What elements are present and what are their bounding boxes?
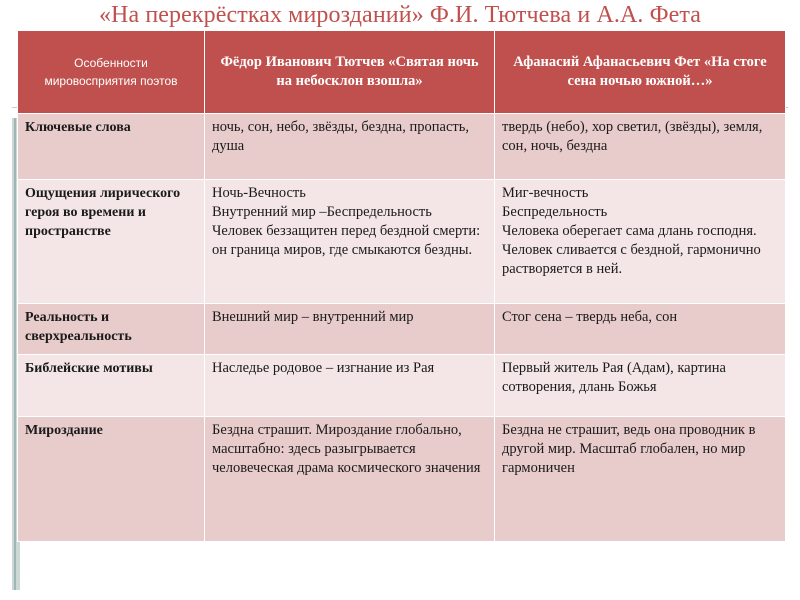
comparison-table: [17, 30, 786, 542]
cell-tyutchev: Бездна страшит. Мироздание глобально, масштабно: здесь разыгрывается человеческая драма космического значения: [205, 417, 495, 542]
cell-fet: Стог сена – твердь неба, сон: [495, 304, 786, 355]
cell-tyutchev: Наследье родовое – изгнание из Рая: [205, 355, 495, 417]
table-row: [18, 355, 786, 417]
row-label: Реальность и сверхреальность: [18, 304, 205, 355]
row-label: Ключевые слова: [18, 114, 205, 180]
header-features: Особенности мировосприятия поэтов: [18, 31, 205, 114]
cell-tyutchev: ночь, сон, небо, звёзды, бездна, пропасть, душа: [205, 114, 495, 180]
slide-title: «На перекрёстках мирозданий» Ф.И. Тютчева и А.А. Фета: [98, 2, 702, 28]
cell-tyutchev: Внешний мир – внутренний мир: [205, 304, 495, 355]
cell-tyutchev: Ночь-Вечность Внутренний мир –Беспредельность Человек беззащитен перед бездной смерти: он граница миров, где смыкаются бездны.: [205, 180, 495, 304]
table-row: [18, 114, 786, 180]
cell-fet: Бездна не страшит, ведь она проводник в другой мир. Масштаб глобален, но мир гармоничен: [495, 417, 786, 542]
cell-fet: Первый житель Рая (Адам), картина сотворения, длань Божья: [495, 355, 786, 417]
table-body: [18, 114, 786, 542]
table-header: [18, 31, 786, 114]
header-fet: Афанасий Афанасьевич Фет «На стоге сена ночью южной…»: [495, 31, 786, 114]
row-label: Библейские мотивы: [18, 355, 205, 417]
table-row: [18, 180, 786, 304]
header-tyutchev: Фёдор Иванович Тютчев «Святая ночь на небосклон взошла»: [205, 31, 495, 114]
row-label: Мироздание: [18, 417, 205, 542]
row-label: Ощущения лирического героя во времени и пространстве: [18, 180, 205, 304]
cell-fet: Миг-вечность Беспредельность Человека оберегает сама длань господня. Человек сливается с бездной, гармонично растворяется в ней.: [495, 180, 786, 304]
table-row: [18, 304, 786, 355]
table-row: [18, 417, 786, 542]
header-row: [18, 31, 786, 114]
cell-fet: твердь (небо), хор светил, (звёзды), земля, сон, ночь, бездна: [495, 114, 786, 180]
